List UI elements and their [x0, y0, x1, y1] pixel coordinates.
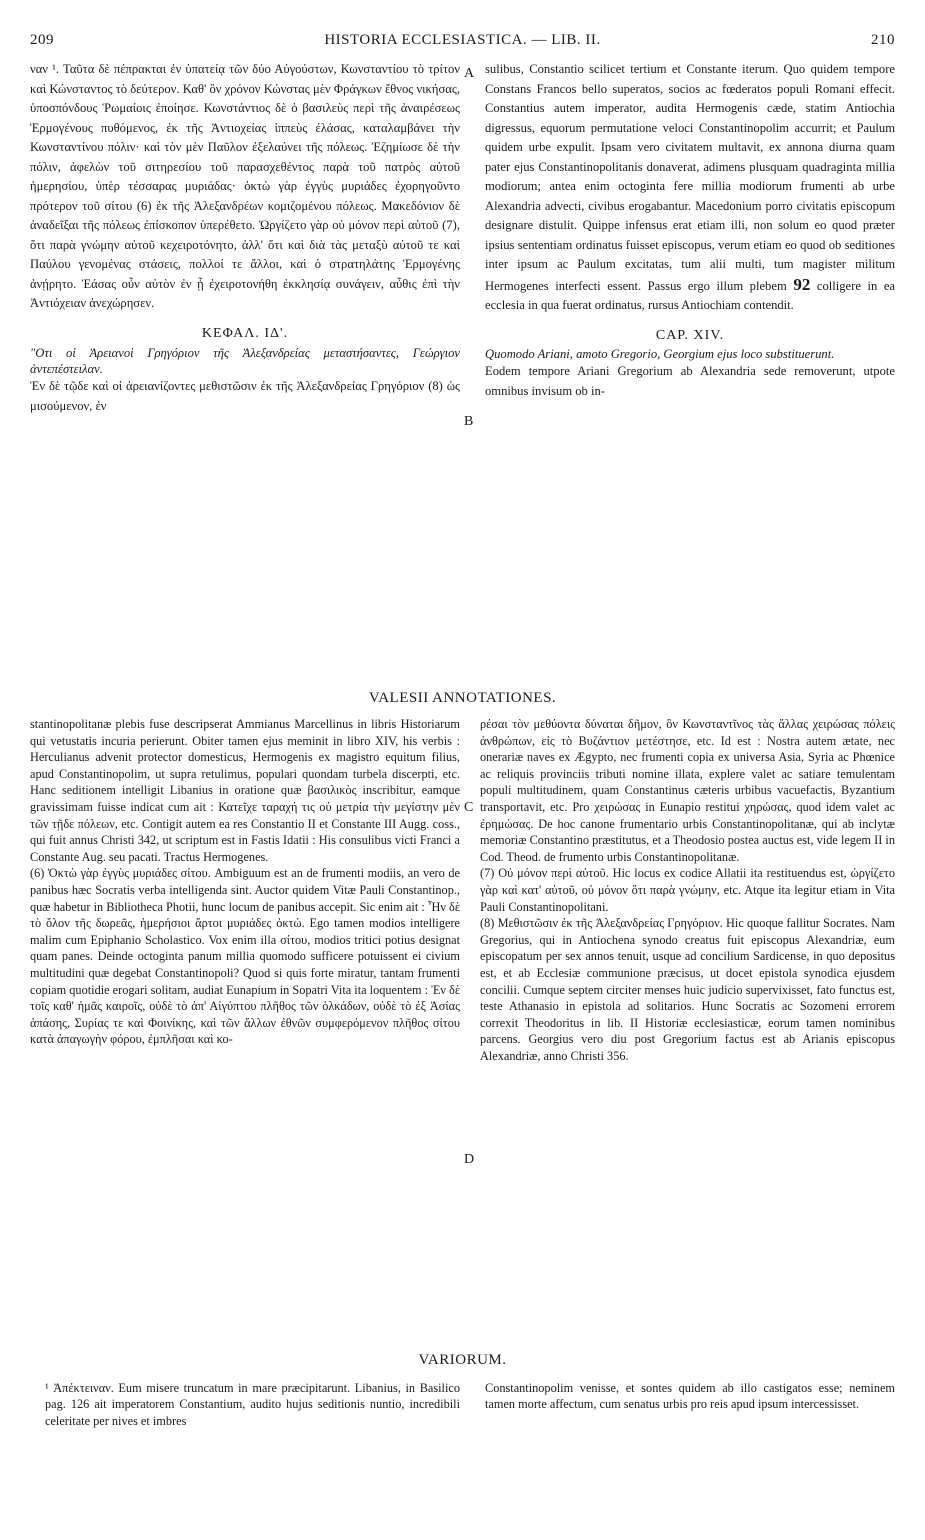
variorum-note-left: ¹ Ἀπέκτειναν. Eum misere truncatum in mare præcipitarunt. Libanius, in Basilico pag. 126 ait imperatorem Constantium, audito hujus seditionis nuntio, incredibili celeritate per nives et imbres	[45, 1381, 460, 1428]
page-number-right: 210	[871, 32, 895, 48]
latin-paragraph-2: Eodem tempore Ariani Gregorium ab Alexandria sede removerunt, utpote omnibus invisum ob in-	[485, 364, 895, 398]
valesii-note-left-2: (6) Ὀκτὼ γὰρ ἐγγὺς μυριάδες σίτου. Ambiguum est an de frumenti modiis, an vero de panibus hæc Socratis verba intelligenda sint. Auctor quidem Vitæ Pauli Constantinop., quæ habetur in Bibliotheca Photii, hunc locum de panibus accepit. Sic enim ait : Ἦν δὲ τὸ ὄλον τῆς δωρεᾶς, ἡμερήσιοι ἄρτοι μυριάδες ὀκτώ. Ego tamen modios intelligere malim cum Epiphanio Scholastico. Vox enim illa σίτου, modios tritici potius designat quam panes. Deinde octoginta panum millia quomodo sufficere potuissent ei civium multitudini quæ degebat Constantinopoli? Quod si quis forte miratur, tantam frumenti copiam quotidie erogari solitam, audiat Eunapium in Sopatri Vita ita loquentem : Ἐν δὲ τοῖς καθ' ἡμᾶς καιροῖς, οὐδὲ τὸ ἀπ' Αἰγύπτου πλῆθος τῶν ὁλκάδων, οὐδὲ τὸ ἐξ Ἀσίας ἁπάσης, Συρίας τε καὶ Φοινίκης, καὶ τῶν ἄλλων ἐθνῶν συμφερόμενον πλῆθος σίτου κατὰ ἀπαγωγὴν φόρου, ἐμπλῆσαι καὶ κο-	[30, 866, 460, 1047]
variorum-note-right: Constantinopolim venisse, et sontes quidem ab illo castigatos esse; neminem tamen morte affectum, cum senatus urbis pro reis apud ipsum intercessisset.	[485, 1381, 895, 1412]
variorum-left-column	[45, 1380, 460, 1429]
greek-paragraph-2: Ἐν δὲ τῷδε καὶ οἱ ἀρειανίζοντες μεθιστῶσιν ἐκ τῆς Ἀλεξανδρείας Γρηγόριον (8) ὡς μισούμενον, ἐν	[30, 379, 460, 413]
latin-paragraph-1	[485, 60, 895, 316]
valesii-left-column	[30, 716, 460, 1048]
valesii-right-column	[480, 716, 895, 1064]
variorum-title: VARIORUM.	[418, 1352, 507, 1368]
latin-paragraph-1-a: sulibus, Constantio scilicet tertium et Constante iterum. Quo quidem tempore Constans Francos bello superatos, socios ac fœderatos populi Romani effecit. Constantius autem imperator, audita Hermogenis cæde, statim Antiochia digressus, equorum permutatione veloci Constantinopolim accurrit; et Paulum quidem urbe expulit. Ipsam vero civitatem multavit, ex annona diurna quam pater ejus Constantinopolitanis donaverat, adimens plusquam quadraginta millia modiorum; antea enim octoginta fere millia modiorum frumenti ab urbe Alexandria advecti, civibus erogabantur. Macedonium porro civitatis episcopum designare distulit. Quippe infensus erat etiam illi, non solum eo quod præter ipsius sententiam ordinatus fuisset episcopus, verum etiam eo quod ob seditiones inter ipsum ac Paulum excitatas, tum alii multi, tum magister militum Hermogenes interfecti essent. Passus ergo illum plebem	[485, 62, 895, 293]
valesii-note-right-3: (8) Μεθιστῶσιν ἐκ τῆς Ἀλεξανδρείας Γρηγόριον. Hic quoque fallitur Socrates. Nam Gregorius, qui in Antiochena synodo creatus fuit episcopus Alexandriæ, eum episcopatum per sex annos tenuit, usque ad concilium Sardicense, in quo depositus est, et ab Ecclesiæ communione præcisus, ut docet epistola synodica ejusdem concilii. Cumque septem circiter menses huic judicio supervixisset, fato functus est, teste Athanasio in epistola ad solitarios. Hunc Socratis ac Sozomeni errorem correxit Theodoritus in lib. II Historiæ ecclesiasticæ, eorum tamen nominibus parcens. Georgius vero diu post Gregorium factus est ab Arianis episcopus Alexandriæ, anno Christi 356.	[480, 916, 895, 1063]
column-number: 92	[793, 274, 811, 294]
margin-marker-d: D	[464, 1152, 475, 1167]
variorum-right-column	[485, 1380, 895, 1413]
greek-paragraph-1: ναν ¹. Ταῦτα δὲ πέπρακται ἐν ὑπατείᾳ τῶν δύο Αὐγούστων, Κωνσταντίου τὸ τρίτον καὶ Κώνσταντος τὸ δεύτερον. Καθ' ὃν χρόνον Κώνστας μὲν Φράγκων ἔθνος νικήσας, ὑποσπόνδους Ῥωμαίοις ἐποίησε. Κωνστάντιος δὲ ὁ βασιλεὺς περὶ τῆς ἀναιρέσεως Ἑρμογένους πυθόμενος, ἐκ τῆς Ἀντιοχείας ἱππεὺς ἐλάσας, καταλαμβάνει τὴν Κωνσταντίνου πόλιν· καὶ τὸν μὲν Παῦλον ἐξελαύνει τῆς πόλεως. Ἐζημίωσε δὲ τὴν πόλιν, ἀφελὼν τοῦ σιτηρεσίου τοῦ παρασχεθέντος παρὰ τοῦ πατρὸς αὐτοῦ ἡμερησίου, ὑπὲρ τέσσαρας μυριάδας· ὀκτὼ γὰρ ἐγγὺς μυριάδες ἐχορηγοῦντο πρότερον τοῦ σίτου (6) ἐκ τῆς Ἀλεξανδρέων κομιζομένου πόλεως. Μακεδόνιον δὲ ἀναδεῖξαι τῆς πόλεως ἐπίσκοπον ὑπερέθετο. Ὠργίζετο γὰρ οὐ μόνον περὶ αὐτοῦ (7), ὅτι παρὰ γνώμην αὐτοῦ κεχειροτόνητο, ἀλλ' ὅτι καὶ διὰ τὰς μεταξὺ αὐτοῦ τε καὶ Παύλου γενομένας στάσεις, πολλοί τε ἄλλοι, καὶ ὁ στρατηλάτης Ἑρμογένης ἀνῄρητο. Ἐάσας οὖν αὐτὸν ἐν ᾗ ἐχειροτονήθη ἐκκλησίᾳ συνάγειν, αὖθις ἐπὶ τὴν Ἀντιόχειαν ἀνεχώρησεν.	[30, 62, 460, 310]
valesii-note-right-2: (7) Οὐ μόνον περὶ αὐτοῦ. Hic locus ex codice Allatii ita restituendus est, ὠργίζετο γὰρ καὶ κατ' αὐτοῦ, οὐ μόνον ὅτι παρὰ γνώμην, etc. Atque ita legitur etiam in Vita Pauli Constantinopolitani.	[480, 866, 895, 914]
latin-chapter-heading: CAP. XIV.	[655, 327, 725, 343]
greek-text-column	[30, 60, 460, 416]
valesii-note-right-1: ρέσαι τὸν μεθύοντα δύναται δῆμον, ὃν Κωνσταντῖνος τὰς ἄλλας χειρώσας πόλεις ἀνθρώπων, εἰς τὸ Βυζάντιον μετέστησε, etc. Id est : Nostra autem ætate, nec onerariæ naves ex Ægypto, nec frumenti copia ex universa Asia, Syria ac Phœnice ac reliquis provinciis tributi nomine illata, explere valet ac satiare temulentam populi multitudinem, quam Constantinus cæteris urbibus vacuefactis, Byzantium transportavit, etc. Pro χειρώσας in Eunapio restitui χηρώσας, quod idem valet ac ἐρημώσας. De hoc canone frumentario urbis Constantinopolitanæ, qui ab inclytæ memoriæ Constantino præstitutus, et a Theodosio postea auctus est, vide legem II in Cod. Theod. de frumento urbis Constantinopolitanæ.	[480, 717, 895, 864]
margin-marker-c: C	[464, 800, 474, 815]
latin-paragraph-1-b: colligere in ea ecclesia in qua fuerat ordinatus, rursus Antiochiam contendit.	[485, 278, 896, 312]
greek-chapter-summary: "Οτι οἱ Ἀρειανοὶ Γρηγόριον τῆς Ἀλεξανδρείας μεταστήσαντες, Γεώργιον ἀντεπέστειλαν.	[30, 346, 460, 376]
greek-chapter-heading: ΚΕΦΑΛ. ΙΔ'.	[201, 325, 289, 341]
page-number-left: 209	[30, 32, 54, 48]
valesii-note-left-1: stantinopolitanæ plebis fuse descripserat Ammianus Marcellinus in libris Historiarum qui vetustatis incuria perierunt. Obiter tamen ejus meminit in libro XIV, his verbis : Herculianus advenit protector domesticus, Hermogenis ex magistro equitum filius, apud Constantinopolim, ut supra retulimus, populari quondam turbela discerpti, etc. Hanc seditionem intelligit Libanius in oratione quæ βασιλικὸς inscribitur, eamque gravissimam fuisse indicat cum ait : Κατεῖχε ταραχή τις οὐ μετρία τὴν μεγίστην μὲν τῶν τῇδε πόλεων, etc. Contigit autem ea res Constantio II et Constante III Augg. coss., qui fuit annus Christi 342, ut scriptum est in Fastis Idatii : His consulibus victi Franci a Constante Aug. seu pacati. Tractus Hermogenes.	[30, 717, 460, 864]
running-header	[30, 32, 895, 54]
margin-marker-b: B	[464, 414, 474, 429]
latin-text-column	[485, 60, 895, 401]
running-title: HISTORIA ECCLESIASTICA. — LIB. II.	[324, 32, 601, 48]
valesii-title: VALESII ANNOTATIONES.	[368, 690, 557, 706]
margin-marker-a: A	[464, 66, 475, 81]
latin-chapter-summary: Quomodo Ariani, amoto Gregorio, Georgium ejus loco substituerunt.	[485, 347, 835, 361]
